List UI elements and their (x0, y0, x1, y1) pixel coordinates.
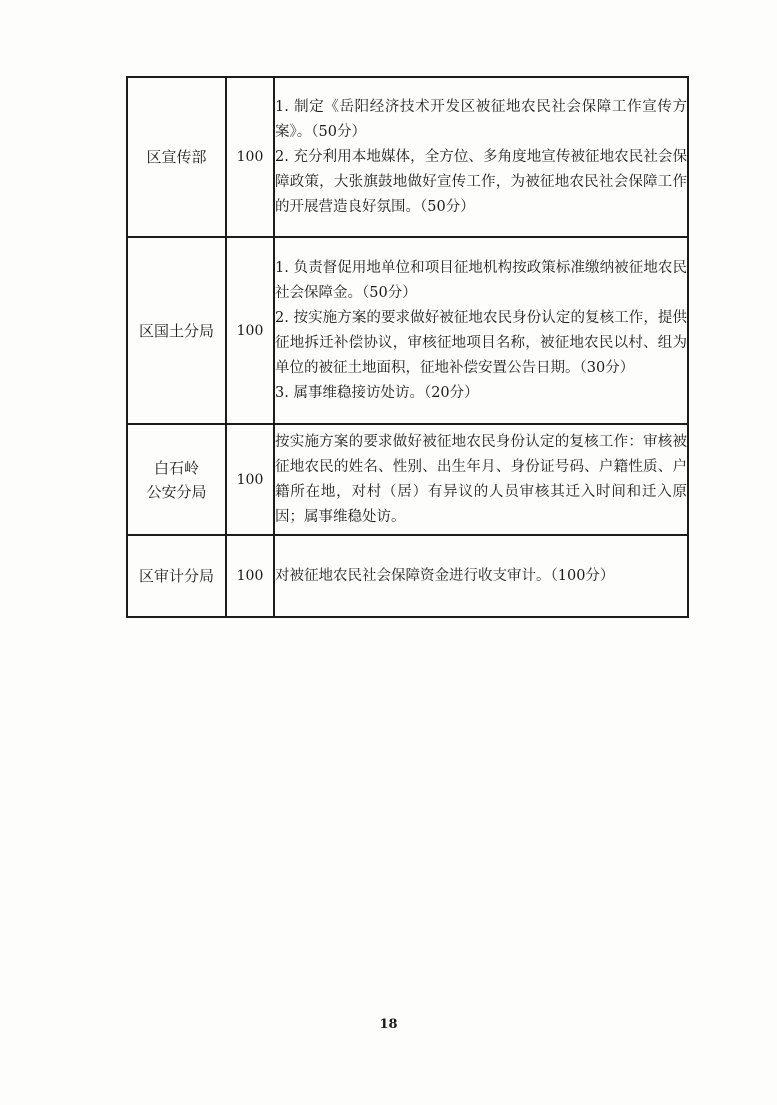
table-row (127, 77, 688, 237)
department-name: 区审计分局 (138, 567, 214, 585)
table-row (127, 237, 688, 424)
score-cell: 100 (226, 77, 274, 237)
criteria-cell (274, 77, 688, 237)
department-name: 区宣传部 (146, 148, 207, 166)
criteria-item: 1. 制定《岳阳经济技术开发区被征地农民社会保障工作宣传方案》。（50分） (275, 98, 687, 140)
criteria-item: 3. 属事维稳接访处访。（20分） (275, 384, 479, 401)
criteria-item: 按实施方案的要求做好被征地农民身份认定的复核工作：审核被征地农民的姓名、性别、出生年月、身份证号码、户籍性质、户籍所在地，对村（居）有异议的人员审核其迁入时间和迁入原因；属事维稳处访。 (275, 433, 687, 525)
criteria-item: 2. 按实施方案的要求做好被征地农民身份认定的复核工作，提供征地拆迁补偿协议，审核征地项目名称，被征地农民以村、组为单位的被征土地面积，征地补偿安置公告日期。（30分） (275, 309, 687, 376)
criteria-cell (274, 535, 688, 617)
criteria-cell (274, 424, 688, 535)
department-name: 白石岭 (153, 458, 199, 477)
department-cell (127, 237, 226, 424)
department-cell (127, 77, 226, 237)
score-cell: 100 (226, 535, 274, 617)
department-name: 区国土分局 (138, 321, 214, 340)
criteria-item: 2. 充分利用本地媒体，全方位、多角度地宣传被征地农民社会保障政策，大张旗鼓地做好宣传工作，为被征地农民社会保障工作的开展营造良好氛围。（50分） (275, 148, 687, 215)
score-cell: 100 (226, 237, 274, 424)
criteria-item: 对被征地农民社会保障资金进行收支审计。（100分） (275, 567, 615, 584)
page-number: 18 (379, 1017, 398, 1032)
department-cell (127, 535, 226, 617)
criteria-cell (274, 237, 688, 424)
criteria-item: 1. 负责督促用地单位和项目征地机构按政策标准缴纳被征地农民社会保障金。（50分） (275, 259, 687, 301)
department-cell (127, 424, 226, 535)
assessment-table (126, 76, 689, 618)
table-row (127, 535, 688, 617)
table-row (127, 424, 688, 535)
department-name: 公安分局 (146, 482, 207, 501)
score-cell: 100 (226, 424, 274, 535)
